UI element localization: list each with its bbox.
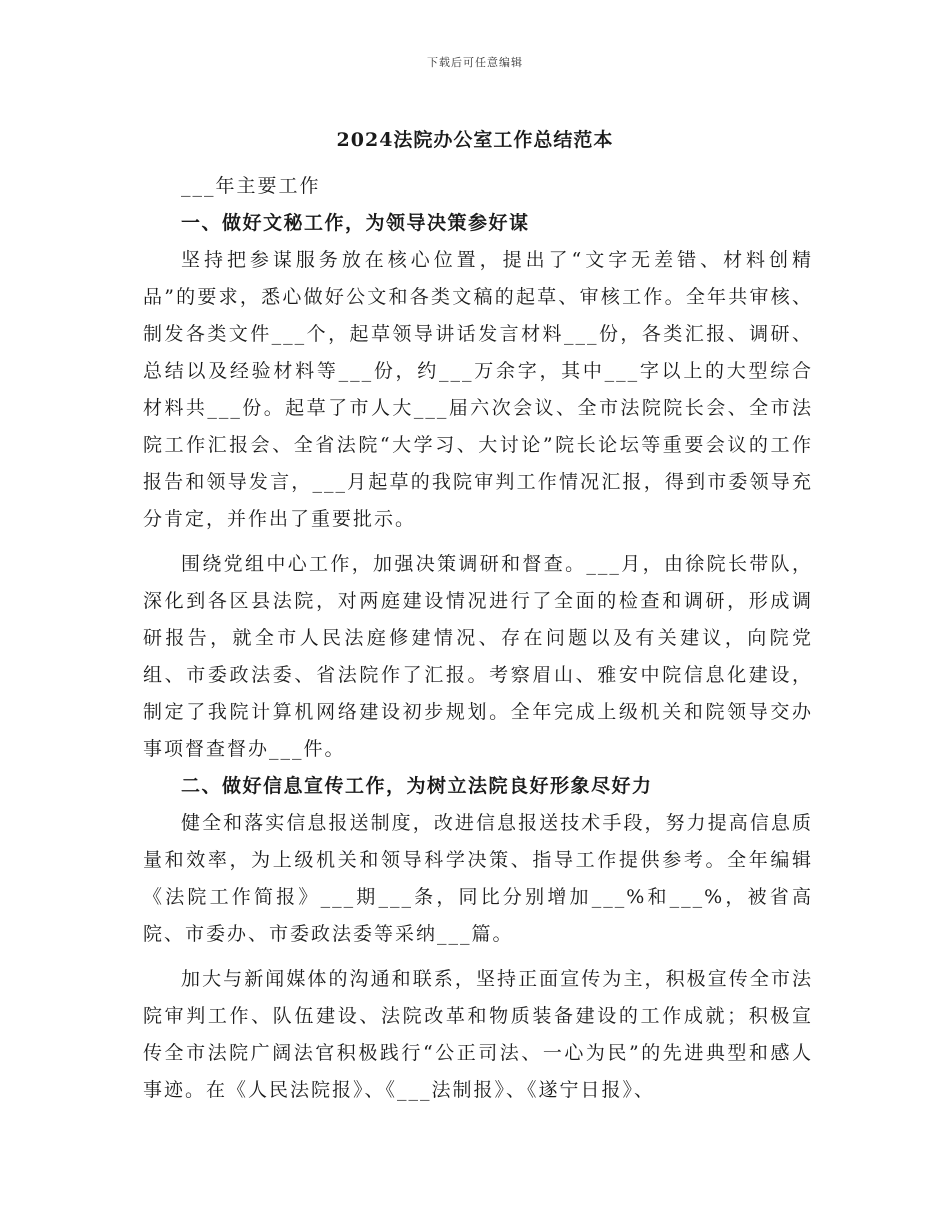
- document-body: [143, 168, 813, 1109]
- document-title: 2024法院办公室工作总结范本: [336, 129, 614, 151]
- page-header-note: 下载后可任意编辑: [427, 56, 523, 69]
- body-paragraph: 加大与新闻媒体的沟通和联系，坚持正面宣传为主，积极宣传全市法院审判工作、队伍建设、法院改革和物质装备建设的工作成就；积极宣传全市法院广阔法官积极践行“公正司法、一心为民”的先进典型和感人事迹。在《人民法院报》、《___法制报》、《遂宁日报》、: [143, 968, 813, 1101]
- body-paragraph: 健全和落实信息报送制度，改进信息报送技术手段，努力提高信息质量和效率，为上级机关和领导科学决策、指导工作提供参考。全年编辑《法院工作简报》___期___条，同比分别增加___%和___%，被省高院、市委办、市委政法委等采纳___篇。: [143, 812, 813, 945]
- section-heading-secretarial: 一、做好文秘工作，为领导决策参好谋: [181, 212, 530, 234]
- year-work-heading: ___年主要工作: [181, 175, 321, 197]
- body-paragraph: 围绕党组中心工作，加强决策调研和督查。___月，由徐院长带队，深化到各区县法院，对两庭建设情况进行了全面的检查和调研，形成调研报告，就全市人民法庭修建情况、存在问题以及有关建议，向院党组、市委政法委、省法院作了汇报。考察眉山、雅安中院信息化建设，制定了我院计算机网络建设初步规划。全年完成上级机关和院领导交办事项督查督办___件。: [143, 553, 813, 760]
- body-paragraph: 坚持把参谋服务放在核心位置，提出了“文字无差错、材料创精品”的要求，悉心做好公文和各类文稿的起草、审核工作。全年共审核、制发各类文件___个，起草领导讲话发言材料___份，各类汇报、调研、总结以及经验材料等___份，约___万余字，其中___字以上的大型综合材料共___份。起草了市人大___届六次会议、全市法院院长会、全市法院工作汇报会、全省法院“大学习、大讨论”院长论坛等重要会议的工作报告和领导发言，___月起草的我院审判工作情况汇报，得到市委领导充分肯定，并作出了重要批示。: [143, 249, 813, 530]
- section-heading-publicity: 二、做好信息宣传工作，为树立法院良好形象尽好力: [181, 775, 653, 797]
